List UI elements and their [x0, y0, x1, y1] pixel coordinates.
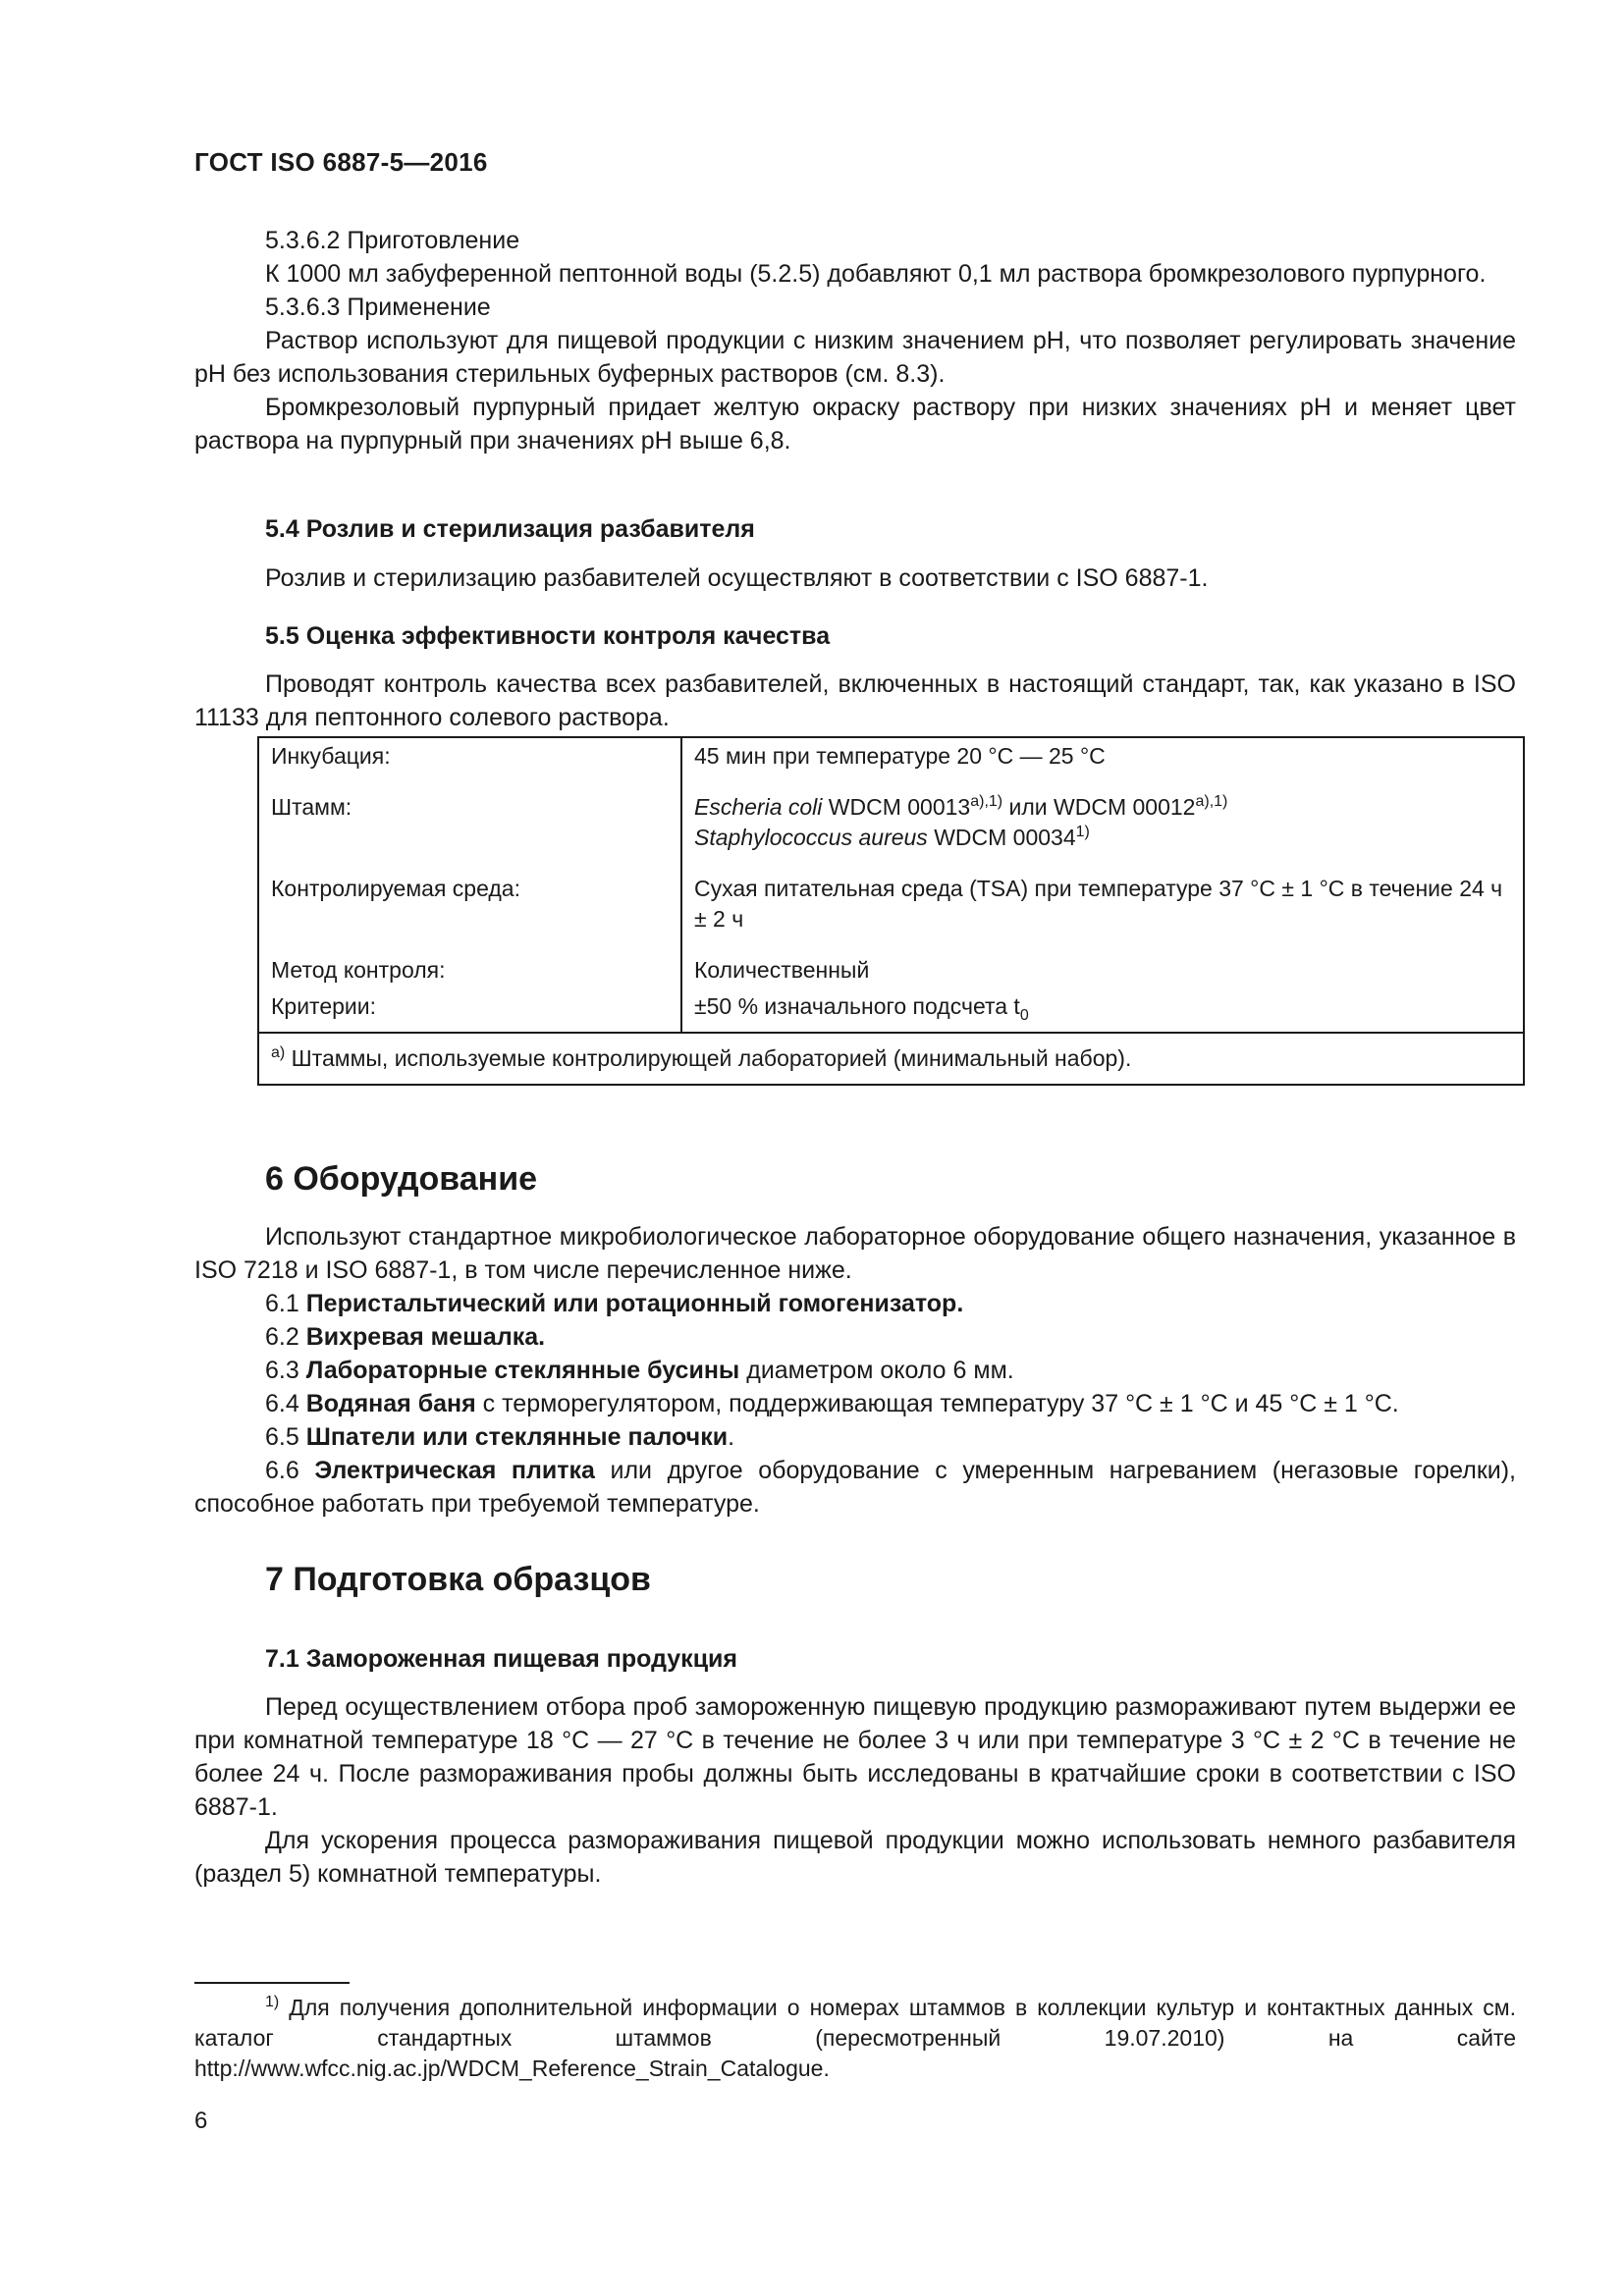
- item-number: 6.1: [265, 1290, 306, 1317]
- table-row: [258, 856, 1524, 937]
- criteria-label: Критерии:: [258, 988, 681, 1033]
- quality-control-table: [257, 736, 1525, 1086]
- item-name: Водяная баня: [305, 1390, 476, 1417]
- strain-value: [681, 774, 1524, 856]
- table-note-mark: a): [271, 1044, 286, 1061]
- table-row: [258, 988, 1524, 1033]
- criteria-value: [681, 988, 1524, 1033]
- section-6-body: [194, 1220, 1516, 1521]
- item-number: 6.5: [265, 1423, 306, 1451]
- equipment-item-6-3: [194, 1354, 1516, 1387]
- medium-label: Контролируемая среда:: [258, 856, 681, 937]
- item-number: 6.4: [265, 1390, 306, 1417]
- strain-1-name: Escheria coli: [694, 794, 823, 820]
- section-5-5-title: 5.5 Оценка эффективности контроля качества: [265, 622, 831, 650]
- criteria-text: ±50 % изначального подсчета t: [694, 993, 1020, 1019]
- item-name: Шпатели или стеклянные палочки: [305, 1423, 729, 1451]
- section-5-5-body: [194, 667, 1516, 734]
- method-value: Количественный: [694, 957, 870, 983]
- item-number: 6.2: [265, 1323, 306, 1351]
- section-5-3-6-2-text: К 1000 мл забуференной пептонной воды (5.2.5) добавляют 0,1 мл раствора бромкрезолового пурпурного.: [265, 260, 1487, 288]
- table-note-row: [258, 1033, 1524, 1085]
- section-7-1-title: 7.1 Замороженная пищевая продукция: [265, 1645, 738, 1673]
- section-5-5-text: Проводят контроль качества всех разбавителей, включенных в настоящий стандарт, так, как указано в ISO 11133 для пептонного солевого раствора.: [194, 670, 1516, 731]
- incubation-label: Инкубация:: [258, 737, 681, 774]
- section-5-4-text: Розлив и стерилизацию разбавителей осуществляют в соответствии с ISO 6887-1.: [265, 564, 1209, 592]
- equipment-item-6-2: [194, 1320, 1516, 1354]
- section-5-3-6: [194, 224, 1516, 457]
- table-row: [258, 937, 1524, 988]
- item-name: Лабораторные стеклянные бусины: [305, 1357, 740, 1384]
- criteria-sub: 0: [1019, 1007, 1029, 1024]
- equipment-item-6-5: [194, 1420, 1516, 1454]
- section-7-1-paragraph-2: Для ускорения процесса размораживания пищевой продукции можно использовать немного разбавителя (раздел 5) комнатной температуры.: [194, 1827, 1516, 1888]
- table-row: [258, 737, 1524, 774]
- item-detail: с терморегулятором, поддерживающая температуру 37 °С ± 1 °С и 45 °С ± 1 °С.: [475, 1390, 1399, 1417]
- strain-1-alt: или WDCM 00012: [1002, 794, 1196, 820]
- item-number: 6.6: [265, 1457, 315, 1484]
- strain-2-sup: 1): [1075, 824, 1090, 840]
- item-name: Электрическая плитка: [314, 1457, 595, 1484]
- method-label: Метод контроля:: [258, 937, 681, 988]
- footnote-mark: 1): [265, 1994, 280, 2010]
- footnote: [194, 1993, 1516, 2084]
- section-7-1-paragraph-1: Перед осуществлением отбора проб замороженную пищевую продукцию размораживают путем выдержи ее при комнатной температуре 18 °С — 27 °С в течение не более 3 ч или при температуре 3 °С ± 2 °С в течение не более 24 ч. После размораживания пробы должны быть исследованы в кратчайшие сроки в соответствии с ISO 6887-1.: [194, 1693, 1516, 1821]
- section-5-3-6-3-title: 5.3.6.3 Применение: [265, 294, 491, 321]
- document-header: ГОСТ ISO 6887-5—2016: [194, 147, 488, 177]
- page-number: 6: [194, 2108, 208, 2134]
- section-5-3-6-2-title: 5.3.6.2 Приготовление: [265, 227, 520, 254]
- item-detail: или другое оборудование с умеренным нагреванием (негазовые горелки), способное работать при требуемой температуре.: [194, 1457, 1517, 1518]
- strain-1-sup: a),1): [970, 793, 1003, 810]
- equipment-item-6-4: [194, 1387, 1516, 1420]
- section-7-1-body: [194, 1690, 1516, 1891]
- section-5-3-6-3-paragraph-1: Раствор используют для пищевой продукции с низким значением pH, что позволяет регулировать значение pH без использования стерильных буферных растворов (см. 8.3).: [194, 327, 1516, 388]
- footnote-text: Для получения дополнительной информации о номерах штаммов в коллекции культур и контактных данных см. каталог стандартных штаммов (пересмотренный 19.07.2010) на сайте http://www.wfcc.nig.ac.jp/WDCM_Reference_Strain_Catalogue.: [194, 1995, 1516, 2081]
- section-5-4-title: 5.4 Розлив и стерилизация разбавителя: [265, 515, 755, 543]
- section-6-intro: Используют стандартное микробиологическое лабораторное оборудование общего назначения, указанное в ISO 7218 и ISO 6887-1, в том числе перечисленное ниже.: [194, 1223, 1516, 1284]
- table-note: [258, 1033, 1524, 1085]
- section-7-title: 7 Подготовка образцов: [265, 1561, 651, 1598]
- incubation-value: 45 мин при температуре 20 °С — 25 °С: [694, 743, 1106, 769]
- strain-1-code: WDCM 00013: [822, 794, 971, 820]
- table-row: [258, 774, 1524, 856]
- strain-2-name: Staphylococcus aureus: [694, 825, 928, 850]
- table-note-text: Штаммы, используемые контролирующей лабораторией (минимальный набор).: [285, 1045, 1132, 1071]
- item-detail: .: [728, 1423, 735, 1451]
- strain-label: Штамм:: [258, 774, 681, 856]
- section-5-4-body: [194, 561, 1516, 595]
- equipment-item-6-6: [194, 1454, 1516, 1521]
- item-name: Перистальтический или ротационный гомогенизатор.: [305, 1290, 964, 1317]
- item-name: Вихревая мешалка.: [305, 1323, 546, 1351]
- section-6-title: 6 Оборудование: [265, 1160, 538, 1198]
- item-number: 6.3: [265, 1357, 306, 1384]
- section-5-3-6-3-paragraph-2: Бромкрезоловый пурпурный придает желтую окраску раствору при низких значениях pH и меняет цвет раствора на пурпурный при значениях pH выше 6,8.: [194, 394, 1516, 454]
- footnote-divider: [194, 1982, 350, 1984]
- equipment-item-6-1: [194, 1287, 1516, 1320]
- medium-value: Сухая питательная среда (TSA) при температуре 37 °С ± 1 °С в течение 24 ч ± 2 ч: [694, 876, 1503, 932]
- item-detail: диаметром около 6 мм.: [739, 1357, 1014, 1384]
- strain-2-code: WDCM 00034: [927, 825, 1076, 850]
- strain-1-alt-sup: a),1): [1195, 793, 1228, 810]
